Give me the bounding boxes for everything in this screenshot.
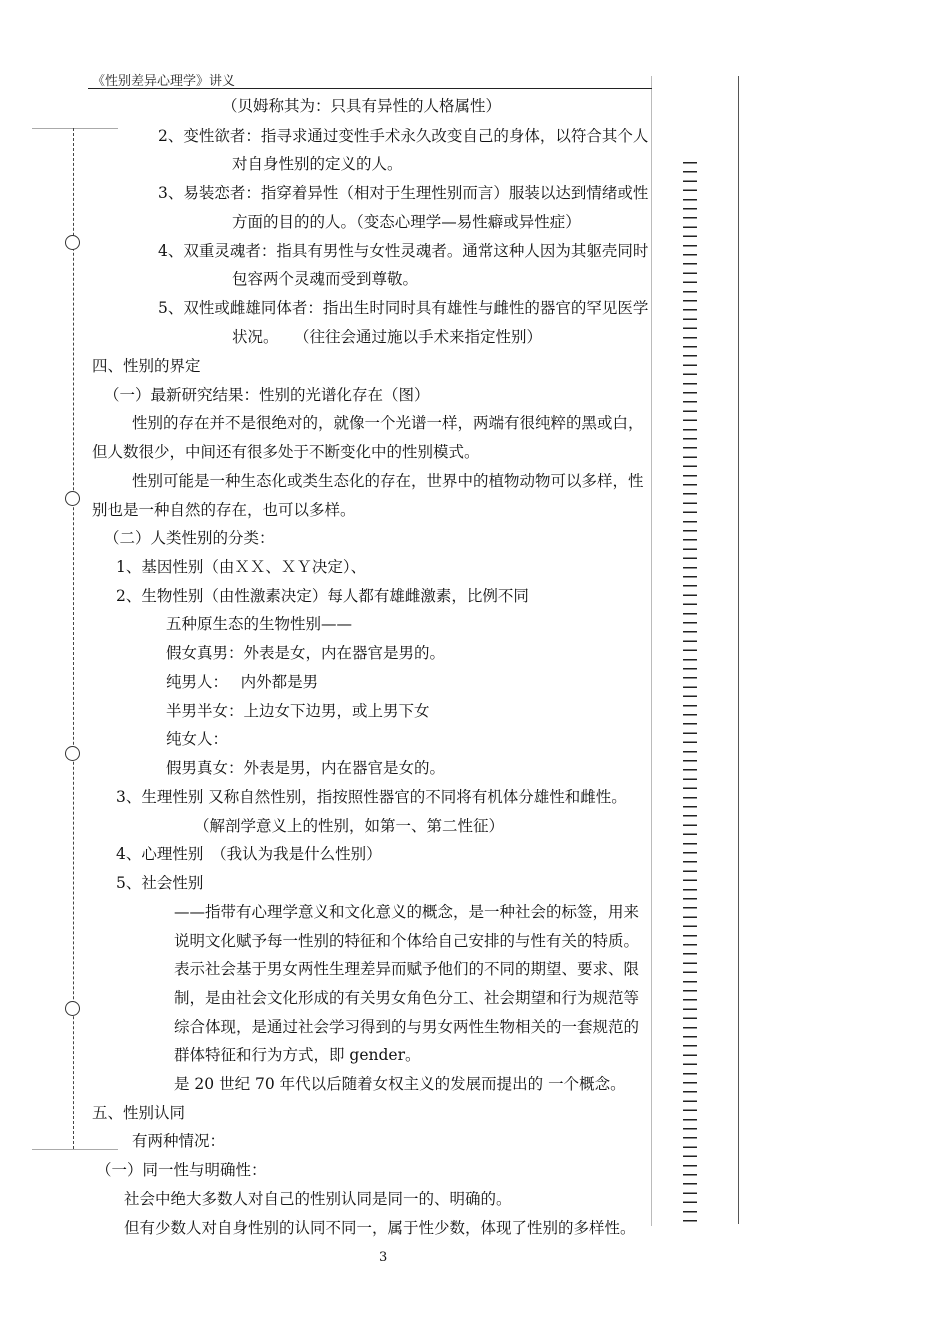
text-line: 纯男人： 内外都是男 [166,673,319,691]
text-line: 5、双性或雌雄同体者：指出生时同时具有雄性与雌性的器官的罕见医学 [158,299,649,317]
text-line: 群体特征和行为方式，即 gender。 [174,1046,421,1064]
binding-hole [65,746,80,761]
section-heading: 五、性别认同 [92,1104,186,1122]
text-line: 假男真女：外表是男，内在器官是女的。 [166,759,446,777]
text-line: 2、变性欲者：指寻求通过变性手术永久改变自己的身体，以符合其个人 [158,127,649,145]
text-line: 性别可能是一种生态化或类生态化的存在，世界中的植物动物可以多样，性 [132,472,644,490]
text-line: 是 20 世纪 70 年代以后随着女权主义的发展而提出的 一个概念。 [174,1075,626,1093]
text-line: 4、双重灵魂者：指具有男性与女性灵魂者。通常这种人因为其躯壳同时 [158,242,649,260]
text-line: 假女真男：外表是女，内在器官是男的。 [166,644,446,662]
text-line: ——指带有心理学意义和文化意义的概念，是一种社会的标签，用来 [174,903,640,921]
text-line: 性别的存在并不是很绝对的，就像一个光谱一样，两端有很纯粹的黑或白， [132,414,644,432]
text-line: 表示社会基于男女两性生理差异而赋予他们的不同的期望、要求、限 [174,960,640,978]
text-line: 社会中绝大多数人对自己的性别认同是同一的、明确的。 [124,1190,512,1208]
text-line: 但人数很少，中间还有很多处于不断变化中的性别模式。 [92,443,480,461]
text-line: 包容两个灵魂而受到尊敬。 [232,270,419,288]
subsection-heading: （一）最新研究结果：性别的光谱化存在（图） [104,386,430,404]
subsection-heading: （二）人类性别的分类： [104,529,275,547]
binding-hole [65,1001,80,1016]
text-line: 3、易装恋者：指穿着异性（相对于生理性别而言）服装以达到情绪或性 [158,184,649,202]
text-line: （贝姆称其为：只具有异性的人格属性） [222,97,502,115]
text-line: 有两种情况： [132,1132,226,1150]
text-line: 五种原生态的生物性别—— [166,615,353,633]
text-line: 1、基因性别（由ＸＸ、ＸＹ决定）、 [116,558,367,576]
text-line: 纯女人： [166,730,229,748]
text-line: 说明文化赋予每一性别的特征和个体给自己安排的与性有关的特质。 [174,932,640,950]
binding-top-rule [32,128,118,129]
text-line: 对自身性别的定义的人。 [232,155,403,173]
right-margin-rule [738,76,739,1224]
text-line: 半男半女：上边女下边男，或上男下女 [166,702,430,720]
text-line: 制，是由社会文化形成的有关男女角色分工、社会期望和行为规范等 [174,989,640,1007]
binding-hole [65,235,80,250]
text-line: 综合体现，是通过社会学习得到的与男女两性生物相关的一套规范的 [174,1018,640,1036]
binding-bottom-rule [32,1149,118,1150]
text-line: 2、生物性别（由性激素决定）每人都有雄雌激素，比例不同 [116,587,529,605]
text-line: 4、心理性别 （我认为我是什么性别） [116,845,382,863]
page-header-title: 《性别差异心理学》讲义 [92,74,236,89]
text-line: 3、生理性别 又称自然性别，指按照性器官的不同将有机体分雄性和雌性。 [116,788,627,806]
header-rule [88,88,652,89]
section-heading: 四、性别的界定 [92,357,201,375]
text-line: 方面的目的的人。（变态心理学—易性癖或异性症） [232,213,581,231]
text-line: 状况。 （往往会通过施以手术来指定性别） [232,328,543,346]
subsection-heading: （一）同一性与明确性： [96,1161,267,1179]
margin-tick-marks [683,162,697,1227]
page-number: 3 [379,1250,388,1265]
text-line: 但有少数人对自身性别的认同不同一，属于性少数，体现了性别的多样性。 [124,1219,636,1237]
text-area-edge [651,76,652,1226]
text-line: （解剖学意义上的性别，如第一、第二性征） [194,817,505,835]
text-line: 5、社会性别 [116,874,204,892]
binding-dashed-line [73,128,74,1149]
text-line: 别也是一种自然的存在，也可以多样。 [92,501,356,519]
binding-hole [65,491,80,506]
